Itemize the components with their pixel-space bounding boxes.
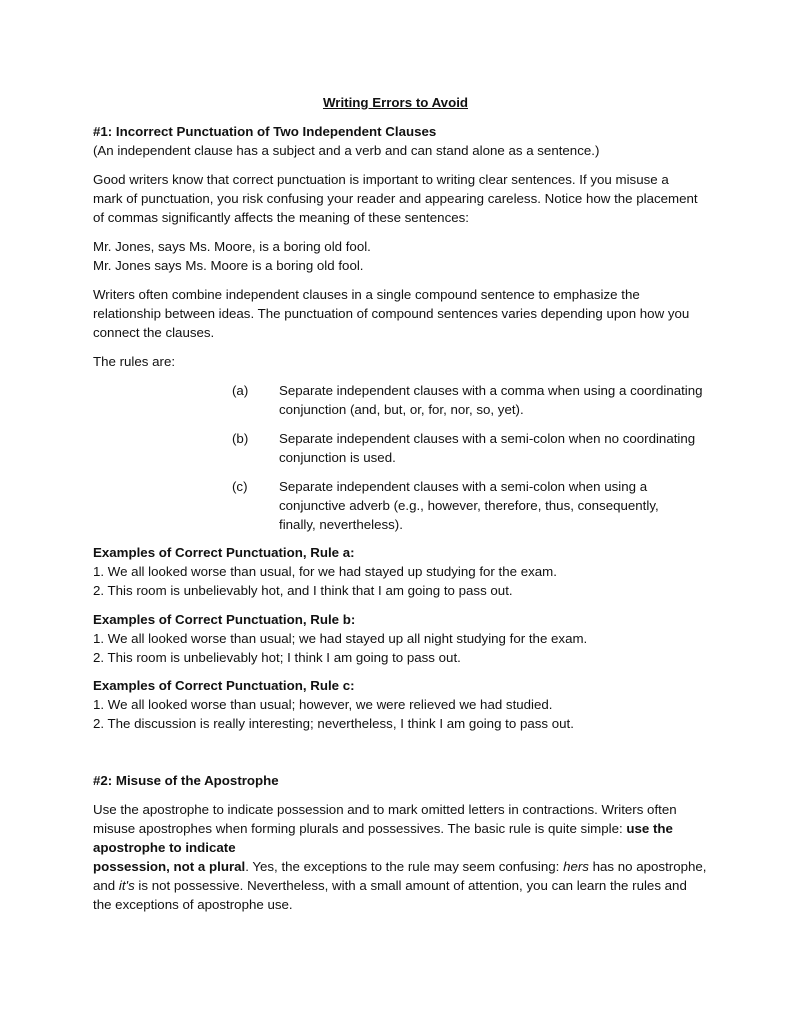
examples-heading-a: Examples of Correct Punctuation, Rule a: [93, 545, 355, 560]
apostrophe-rule-bold: apostrophe to indicate [93, 840, 236, 855]
rule-text: conjunction is used. [279, 450, 396, 465]
example-sentence: Mr. Jones, says Ms. Moore, is a boring old fool. [93, 239, 371, 254]
rule-text: Separate independent clauses with a comma when using a coordinating [279, 383, 703, 398]
apostrophe-italic: hers [563, 859, 589, 874]
examples-heading-c: Examples of Correct Punctuation, Rule c: [93, 678, 355, 693]
apostrophe-text: misuse apostrophes when forming plurals and possessives. The basic rule is quite simple: [93, 821, 627, 836]
compound-line: relationship between ideas. The punctuation of compound sentences varies depending upon how you [93, 306, 690, 321]
example-item: 2. The discussion is really interesting; nevertheless, I think I am going to pass out. [93, 716, 574, 731]
rule-text: conjunction (and, but, or, for, nor, so, yet). [279, 402, 524, 417]
apostrophe-text: is not possessive. Nevertheless, with a small amount of attention, you can learn the rules and [134, 878, 687, 893]
examples-heading-b: Examples of Correct Punctuation, Rule b: [93, 612, 356, 627]
example-item: 2. This room is unbelievably hot; I think I am going to pass out. [93, 650, 461, 665]
apostrophe-text: and [93, 878, 119, 893]
rule-letter: (b) [232, 431, 249, 446]
apostrophe-text: . Yes, the exceptions to the rule may seem confusing: [245, 859, 564, 874]
compound-line: connect the clauses. [93, 325, 215, 340]
rule-letter: (c) [232, 479, 248, 494]
apostrophe-rule-bold: possession, not a plural [93, 859, 246, 874]
rule-letter: (a) [232, 383, 249, 398]
compound-line: Writers often combine independent clauses in a single compound sentence to emphasize the [93, 287, 640, 302]
apostrophe-line [93, 876, 687, 895]
intro-line: Good writers know that correct punctuation is important to writing clear sentences. If you misuse a [93, 172, 669, 187]
apostrophe-line [93, 857, 706, 876]
apostrophe-line: the exceptions of apostrophe use. [93, 897, 293, 912]
section1-heading: #1: Incorrect Punctuation of Two Independent Clauses [93, 124, 437, 139]
apostrophe-line: Use the apostrophe to indicate possession and to mark omitted letters in contractions. Writers often [93, 802, 677, 817]
page-title: Writing Errors to Avoid [322, 95, 469, 110]
section1-note: (An independent clause has a subject and a verb and can stand alone as a sentence.) [93, 143, 600, 158]
rule-text: conjunctive adverb (e.g., however, therefore, thus, consequently, [279, 498, 659, 513]
intro-line: mark of punctuation, you risk confusing your reader and appearing careless. Notice how the placement [93, 191, 698, 206]
rule-text: finally, nevertheless). [279, 517, 403, 532]
example-sentence: Mr. Jones says Ms. Moore is a boring old fool. [93, 258, 364, 273]
apostrophe-text: has no apostrophe, [588, 859, 707, 874]
example-item: 1. We all looked worse than usual; however, we were relieved we had studied. [93, 697, 553, 712]
apostrophe-rule-bold: use the [626, 821, 673, 836]
intro-line: of commas significantly affects the meaning of these sentences: [93, 210, 469, 225]
example-item: 1. We all looked worse than usual; we had stayed up all night studying for the exam. [93, 631, 588, 646]
section2-heading: #2: Misuse of the Apostrophe [93, 773, 279, 788]
apostrophe-italic: it's [118, 878, 135, 893]
rule-text: Separate independent clauses with a semi-colon when no coordinating [279, 431, 696, 446]
rules-intro: The rules are: [93, 354, 176, 369]
apostrophe-line [93, 819, 673, 838]
rule-text: Separate independent clauses with a semi-colon when using a [279, 479, 648, 494]
example-item: 1. We all looked worse than usual, for we had stayed up studying for the exam. [93, 564, 557, 579]
example-item: 2. This room is unbelievably hot, and I think that I am going to pass out. [93, 583, 513, 598]
